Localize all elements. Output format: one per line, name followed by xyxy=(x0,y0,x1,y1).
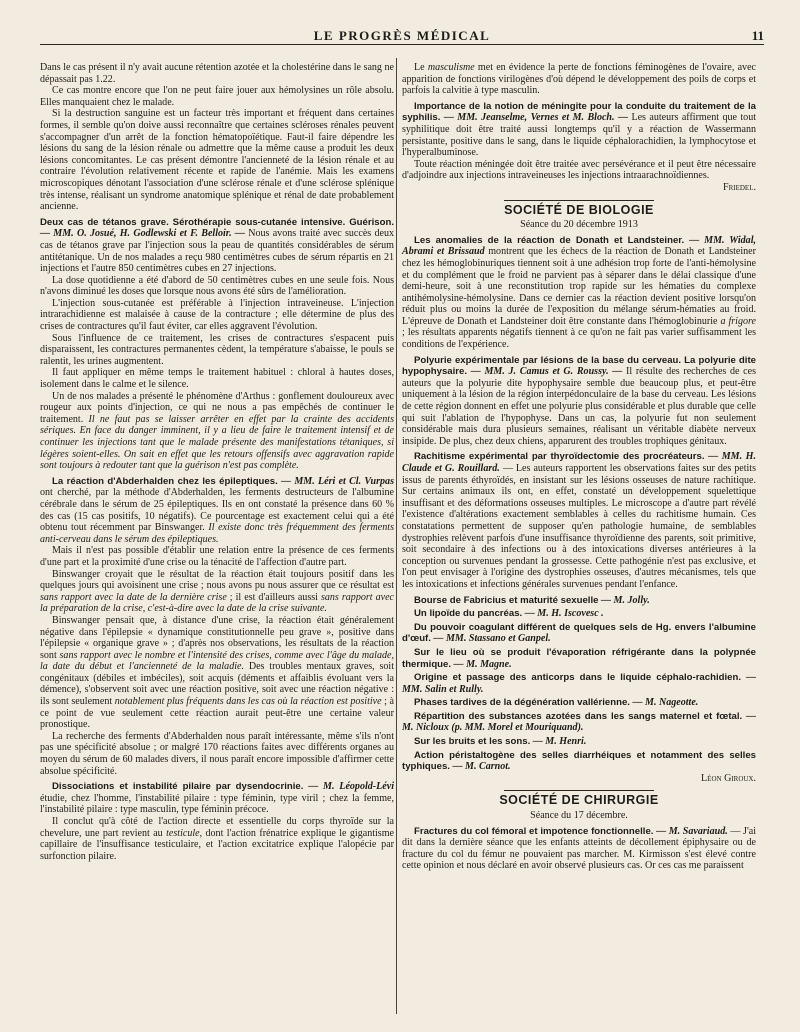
item-title: Du pouvoir coagulant différent de quelques sels de Hg. envers l'albumine d'œuf. xyxy=(402,621,756,645)
seance-date: Séance du 17 décembre. xyxy=(530,810,628,822)
text-run: ; les résultats apparents négatifs tiennent à ce qu'on ne fait pas varier suffisamment les conditions de l'expérience. xyxy=(402,327,756,351)
item-title: Sur le lieu où se produit l'évaporation réfrigérante dans la polypnée thermique. xyxy=(402,646,756,670)
paragraph: Nous avons traité avec succès deux cas de tétanos grave par l'injection sous la peau de quantités considérables de sérum antitétanique. Un de nos malades a reçu 980 centimètres cubes de sérum répartis en 21 injections et l'autre 850 centimètres cubes en 27 injections. xyxy=(40,228,394,275)
article-title: Deux cas de tétanos grave. Sérothérapie sous-cutanée intensive. Guérison. xyxy=(40,216,394,228)
list-item xyxy=(402,608,756,620)
list-item xyxy=(402,595,756,607)
article-fractures xyxy=(402,826,756,872)
text-run: met en évidence la perte de fonctions féminogènes de l'ovaire, avec apparition de fonctions virilogènes d'où dépend le développement des poils de corps et parfois la calvitie à type masculin. xyxy=(402,62,756,97)
article-title: Fractures du col fémoral et impotence fonctionnelle. xyxy=(414,825,654,837)
paragraph: Toute réaction méningée doit être traitée avec persévérance et il peut être nécessaire d'adjoindre aux injections intraveineuses les injections intraarachnoïdiennes. xyxy=(402,158,756,182)
item-authors: — M. Magne. xyxy=(451,658,512,670)
section-title-biologie: SOCIÉTÉ DE BIOLOGIE xyxy=(504,202,654,217)
text-run: Un de nos malades a présenté le phénomène d'Arthus : gonflement douloureux avec rougeur aux points d'injection, ce qui ne nous a pas empêchés de continuer le traitement. xyxy=(40,390,394,425)
item-authors: — M. Nicloux (p. MM. Morel et Mouriquand). xyxy=(402,710,756,734)
list-item xyxy=(402,736,756,748)
item-authors: — M. Nageotte. xyxy=(629,697,699,709)
italic-text: testicule xyxy=(162,827,200,839)
article-heading xyxy=(40,476,394,546)
text-run: Il conclut qu'à côté de l'action directe et essentielle du corps thyroïde sur la chevelure, une part revient au xyxy=(40,816,394,839)
signature: Friedel. xyxy=(723,181,756,193)
paragraph: L'injection sous-cutanée est préférable à l'injection intraveineuse. L'injection intrarachidienne est malaisée à cause de la contracture ; elle détermine de plus des crises de contractures qu'il faut éviter, car elles aggravent l'évolution. xyxy=(40,297,394,333)
item-title: Phases tardives de la dégénération vallérienne. xyxy=(414,697,630,709)
text-run: ont cherché, par la méthode d'Abderhalden, les ferments destructeurs de l'albumine cérébrale dans le sérum de 25 épileptiques. Ils en ont constaté la présence dans 60 % des cas (15 cas positifs, 10 négatifs). Ce pourcentage est exactement celui qui a été obtenu tout récemment par Binswanger. xyxy=(40,487,394,534)
article-rachitisme xyxy=(402,451,756,590)
text-run: — Les auteurs rapportent les observations faites sur des petits issus de parents éthyroïdés, en insistant sur les lésions osseuses de nature rachitique. Sur certains animaux ils ont, en effet, constaté un développement squelettique insuffisant et des déformations osseuses multiples. Le microscope a d'autre part révélé l'existence d'altérations exactement semblables à celles du rachitisme humain. Ces constatations permettent de supposer qu'en pathologie humaine, de semblables dystrophies relèvent parfois d'une insuffisance thyroïdienne des parents, soit primitive, soit secondaire à des infections ou à des intoxications diverses antérieures à la conception ou survenues pendant la grossesse. Cette pathogénie n'est pas exclusive, et l'on peut envisager à l'origine des dystrophies osseuses, d'autres mécanismes, tels que les intoxications et infections générales survenues pendant l'enfance. xyxy=(402,463,757,590)
text-run: Binswanger croyait que le résultat de la réaction était toujours positif dans les quelques jours qui avoisinent une crise ; nous avons pu nous assurer que ce résultat est xyxy=(40,568,394,592)
list-item xyxy=(402,711,756,734)
italic-text: sans rapport avec la date de la dernière crise xyxy=(40,591,227,603)
paragraph: Sous l'influence de ce traitement, les crises de contractures s'espacent puis disparaissent, les contractures permanentes cèdent, la température s'abaisse, le pouls se ralentit, les urines augmentent. xyxy=(40,332,394,367)
text-run: étudie, chez l'homme, l'instabilité pilaire : type féminin, type viril ; chez la femme, l'instabilité pilaire : type masculin, type féminin précoce. xyxy=(40,792,394,816)
section-title-chirurgie: SOCIÉTÉ DE CHIRURGIE xyxy=(499,793,659,808)
item-title: Bourse de Fabricius et maturité sexuelle xyxy=(414,594,599,606)
article-authors: — MM. Jeanselme, Vernes et M. Bloch. — xyxy=(443,112,629,124)
item-title: Un lipoïde du pancréas. xyxy=(414,608,523,620)
item-title: Origine et passage des anticorps dans le liquide céphalo-rachidien. xyxy=(414,672,742,684)
paragraph xyxy=(40,816,394,862)
item-title: Sur les bruits et les sons. xyxy=(414,736,531,748)
list-item xyxy=(402,697,756,709)
italic-text: sans rapport avec la préparation de la crise, c'est-à-dire avec la date de la crise suivante. xyxy=(40,591,395,615)
italic-text: sans rapport avec le nombre et l'intensité des crises, comme avec l'âge du malade, la date du début et l'ancienneté de la maladie. xyxy=(40,649,394,673)
text-run: Il résulte des recherches de ces auteurs que la polyurie dite hypophysaire semble due beaucoup plus, et peut-être uniquement à la lésion de la région interpédonculaire de la base du cerveau. Les lésions de cette région donnent en effet une polyurie plus considérable et plus durable que celle qui suit l'ablation de l'hypophyse. Dans un cas, la polyurie fut non seulement considérable mais dura plusieurs semaines, réalisant un véritable diabète nerveux insipide. De plus, chez deux chiens, apparurent des troubles trophiques génitaux. xyxy=(402,366,757,447)
article-title: Importance de la notion de méningite pour la conduite du traitement de la syphilis. xyxy=(402,100,756,124)
item-title: Action péristaltogène des selles diarrhéiques et notamment des selles typhiques. xyxy=(402,749,756,773)
right-column xyxy=(402,62,756,872)
list-item xyxy=(402,750,756,773)
article-authors: — MM. O. Josué, H. Godlewski et F. Belloir. — xyxy=(40,228,245,240)
italic-text: masculisme xyxy=(424,62,475,73)
list-item xyxy=(402,647,756,670)
article-title: Les anomalies de la réaction de Donath et Landsteiner. xyxy=(414,234,685,246)
text-run: ; il est d'ailleurs aussi xyxy=(226,591,318,603)
text-run: , dont l'action frénatrice explique le gigantisme capillaire de l'insuffisance testiculaire, et l'action excitatrice explique l'alopécie par surfonction pilaire. xyxy=(40,827,394,862)
article-abderhalden xyxy=(40,476,394,777)
item-authors: — M. Henri. xyxy=(530,736,587,748)
article-title: Polyurie expérimentale par lésions de la base du cerveau. La polyurie dite hypophysaire. xyxy=(402,354,756,378)
paragraph xyxy=(40,615,394,731)
article-authors: — MM. H. Claude et G. Rouillard. xyxy=(402,451,756,474)
item-authors: — M. Jolly. xyxy=(598,594,650,606)
paragraph xyxy=(40,569,394,615)
text-run: Des troubles mentaux graves, soit congénitaux (débiles et imbéciles), soit acquis (déments et affaiblis évoluant vers la démence), s'observent soit avec une réaction positive, soit avec une réaction négative : ils sont seulement xyxy=(40,661,394,708)
paragraph: Mais il n'est pas possible d'établir une relation entre la présence de ces ferments d'une part et la proximité d'une crise ou la ténacité de l'affection d'autre part. xyxy=(40,545,394,568)
article-meningite xyxy=(402,101,756,194)
text-run: Binswanger pensait que, à distance d'une crise, la réaction était généralement négative dans l'épilepsie « dynamique constitutionnelle peu grave », positive dans l'épilepsie « organique grave » ; d'après nos observations, les résultats de la réaction sont xyxy=(40,614,394,661)
section-rule xyxy=(504,790,654,791)
article-polyurie xyxy=(402,355,756,448)
article-donath xyxy=(402,235,756,351)
article-authors: — MM. Léri et Cl. Vurpas xyxy=(281,475,394,487)
item-authors: — MM. Stassano et Ganpel. xyxy=(430,633,551,645)
seance-date: Séance du 20 décembre 1913 xyxy=(520,219,638,231)
article-authors: — M. Savariaud. xyxy=(656,825,728,837)
item-authors: — M. H. Iscovesc . xyxy=(522,608,604,620)
italic-text: notablement plus fréquents dans les cas où la réaction est positive xyxy=(112,696,382,708)
article-heading xyxy=(402,355,756,448)
article-heading xyxy=(402,235,756,351)
list-item xyxy=(402,622,756,645)
paragraph: Si la destruction sanguine est un facteur très important et fréquent dans certaines formes, il semble qu'on doive aussi reconnaître que certaines scléroses rénales peuvent s'accompagner d'un arrêt de la fonction hématopoïétique. Faut-il faire dépendre les lésions du sang de la lésion rénale ou admettre que la même cause a produit les deux lésions concomitantes. Le cas présent démontre l'ancienneté de la lésion rénale et au contraire l'évolution relativement récente et rapide de l'anémie. Mais les examens microscopiques dénotant l'association d'une sclérose rénale et d'une sclérose splénique très intense, réalisant un syndrome anatomique splénique et rénal de date probablement ancienne. xyxy=(40,108,394,213)
text-run: ; à ce point de vue seulement cette réaction aurait peut-être une certaine valeur pronostique. xyxy=(40,696,394,731)
list-item xyxy=(402,672,756,695)
article-authors: — MM. J. Camus et G. Roussy. — xyxy=(470,366,623,378)
article-heading xyxy=(402,826,756,872)
paragraph: La dose quotidienne a été d'abord de 50 centimètres cubes en une seule fois. Nous n'avons diminué les doses que lorsque nous avons été sûrs de l'amélioration. xyxy=(40,274,394,298)
italic-text: Il existe donc très fréquemment des ferments anti-cerveau dans le sérum des épileptiques. xyxy=(40,522,394,545)
paragraph: Dans le cas présent il n'y avait aucune rétention azotée et la cholestérine dans le sang ne dépassait pas 1.22. xyxy=(40,62,394,85)
article-tetanos xyxy=(40,217,394,472)
paragraph xyxy=(40,391,394,472)
journal-title: LE PROGRÈS MÉDICAL xyxy=(313,28,491,43)
item-authors: — MM. Salin et Rully. xyxy=(402,672,756,695)
article-pilaire xyxy=(40,781,394,862)
paragraph: Ce cas montre encore que l'on ne peut faire jouer aux hémolysines un rôle absolu. Elles manquaient chez le malade. xyxy=(40,85,394,108)
item-authors: — M. Carnot. xyxy=(449,761,511,773)
page-number: 11 xyxy=(751,28,764,43)
italic-text: a frigore xyxy=(717,315,756,327)
article-title: Rachitisme expérimental par thyroïdectomie des procréateurs. xyxy=(414,451,705,463)
page-header xyxy=(40,26,764,45)
article-title: Dissociations et instabilité pilaire par dysendocrinie. xyxy=(52,781,304,793)
text-run: Les auteurs affirment que tout syphilitique doit être traité aussi longtemps qu'il y a réaction de Wassermann persistante, positive dans le sang, dans le liquide céphalorachidien, la lymphocytose et l'hyperalbuminose. xyxy=(402,112,757,159)
paragraph: Il faut appliquer en même temps le traitement habituel : chloral à hautes doses, isolement dans le calme et le silence. xyxy=(40,367,394,391)
text-run: Le xyxy=(414,62,425,73)
communications-list xyxy=(402,595,756,785)
article-heading xyxy=(40,217,394,275)
left-column xyxy=(40,62,394,862)
article-heading xyxy=(402,101,756,159)
section-rule xyxy=(504,200,654,201)
paragraph: La recherche des ferments d'Abderhalden nous paraît intéressante, même s'ils n'ont pas une spécificité absolue ; or malgré 170 réactions faites avec différents organes au moyen du sérum de 60 malades divers, il nous paraît encore impossible d'affirmer cette absolue spécificité. xyxy=(40,730,394,777)
column-divider xyxy=(396,58,397,1014)
paragraph xyxy=(402,62,756,97)
signature: Léon Giroux. xyxy=(701,772,756,784)
article-heading xyxy=(40,781,394,816)
article-authors: — M. Léopold-Lévi xyxy=(308,781,394,793)
italic-text: Il ne faut pas se laisser arrêter en effet par la crainte des accidents sériques. En face du danger imminent, il y a lieu de faire le traitement intensif et de continuer les injections tant que le malade présente des manifestations tétaniques, si légères soient-elles. On sait en effet que les retours offensifs avec aggravation rapide sont toujours à redouter tant que la guérison n'est pas complète. xyxy=(40,413,394,472)
article-title: La réaction d'Abderhalden chez les épileptiques. xyxy=(52,475,278,487)
text-run: — J'ai dit dans la dernière séance que les enfants atteints de décollement épiphysaire ou de fracture du col du fémur ne pouvaient pas marcher. M. Kirmisson s'est élevé contre cette opinion et nous déclaré en avoir observé plusieurs cas. Or ces cas me paraissent xyxy=(402,825,756,872)
article-heading xyxy=(402,451,756,590)
item-title: Répartition des substances azotées dans les sangs maternel et fœtal. xyxy=(414,710,743,722)
text-run: montrent que les échecs de la réaction de Donath et Landsteiner chez les hémoglobinuriques tiennent soit à une adhésion trop forte de l'anti-hémolysine et du complément que le froid ne parvient pas à séparer dans le délai classique d'une demi-heure, soit à une reconstitution trop rapide sur les hématies du complexe antihémolysine-hémolysine. Dans ce dernier cas la réaction devient positive lorsqu'on réduit plus ou moins la durée de l'exposition du mélange sérum-hématies au froid. L'épreuve de Donath et Landsteiner doit être constante dans l'hémoglobinurie xyxy=(402,246,756,327)
article-authors: — MM. Widal, Abrami et Brissaud xyxy=(402,234,757,258)
